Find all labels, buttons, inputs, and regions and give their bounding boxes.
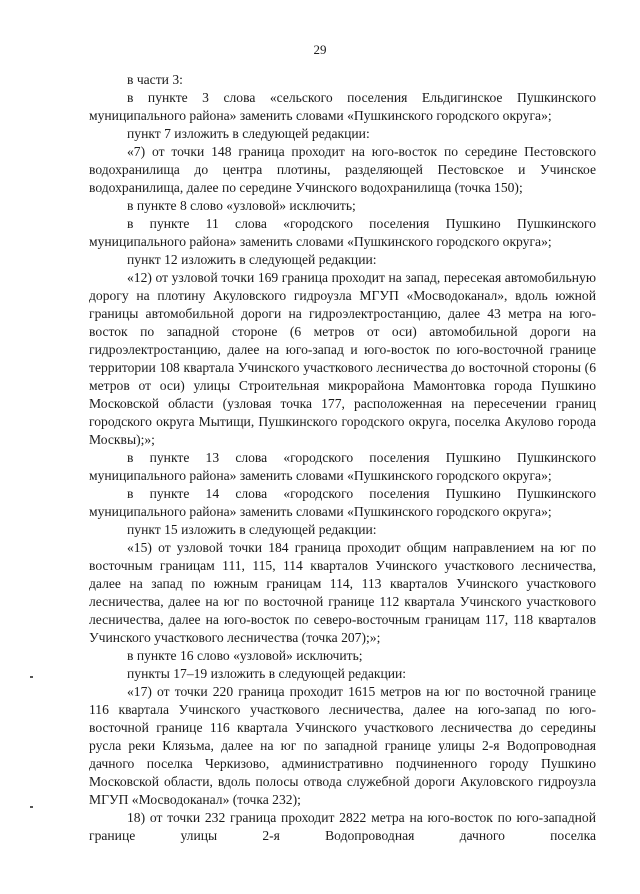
paragraph-item-16-amendment: в пункте 16 слово «узловой» исключить; <box>127 648 363 663</box>
paragraph-item-15-intro: пункт 15 изложить в следующей редакции: <box>127 522 377 537</box>
paragraph-item-3-amendment: в пункте 3 слова «сельского поселения Ельдигинское Пушкинского муниципального района» заменить словами «Пушкинского городского округа»; <box>89 90 596 123</box>
paragraph-item-13-amendment: в пункте 13 слова «городского поселения Пушкино Пушкинского муниципального района» заменить словами «Пушкинского городского округа»; <box>89 450 596 483</box>
scan-artifact-mark <box>30 806 33 808</box>
page-number: 29 <box>313 42 327 57</box>
paragraph-item-12-intro: пункт 12 изложить в следующей редакции: <box>127 252 377 267</box>
document-body <box>89 71 596 845</box>
paragraph-item-8-amendment: в пункте 8 слово «узловой» исключить; <box>127 198 356 213</box>
paragraph-item-7-intro: пункт 7 изложить в следующей редакции: <box>127 126 370 141</box>
paragraph-item-18-text: 18) от точки 232 граница проходит 2822 метра на юго-восток по юго-западной границе улицы 2-я Водопроводная дачного поселка <box>89 810 596 843</box>
paragraph-item-7-text: «7) от точки 148 граница проходит на юго-восток по середине Пестовского водохранилища до центра плотины, разделяющей Пестовское и Учинское водохранилища, далее по середине Учинского водохранилища (точка 150); <box>89 144 596 195</box>
scan-artifact-mark <box>30 676 33 678</box>
paragraph-item-12-text: «12) от узловой точки 169 граница проходит на запад, пересекая автомобильную дорогу на плотину Акуловского гидроузла МГУП «Мосводоканал», вдоль южной границы автомобильной дороги на гидроэлектростанцию, далее 43 метра на юго-восток по западной стороне (6 метров от оси) автомобильной дороги на гидроэлектростанцию, далее на юго-запад и юго-восток по юго-восточной границе территории 108 квартала Учинского участкового лесничества до восточной стороны (6 метров от оси) улицы Строительная микрорайона Мамонтовка города Пушкино Московской области (узловая точка 177, расположенная на пересечении границ городского округа Мытищи, Пушкинского городского округа, поселка Акулово города Москвы);»; <box>89 270 596 447</box>
paragraph-item-11-amendment: в пункте 11 слова «городского поселения Пушкино Пушкинского муниципального района» заменить словами «Пушкинского городского округа»; <box>89 216 596 249</box>
paragraph-item-15-text: «15) от узловой точки 184 граница проходит общим направлением на юг по восточным границам 111, 115, 114 кварталов Учинского участкового лесничества, далее на запад по южным границам 114, 113 кварталов Учинского участкового лесничества, далее на юг по восточной границе 112 квартала Учинского участкового лесничества, далее на юго-восток по северо-восточным границам 117, 118 кварталов Учинского участкового лесничества (точка 207);»; <box>89 540 596 645</box>
paragraph-items-17-19-intro: пункты 17–19 изложить в следующей редакции: <box>127 666 407 681</box>
paragraph-item-14-amendment: в пункте 14 слова «городского поселения Пушкино Пушкинского муниципального района» заменить словами «Пушкинского городского округа»; <box>89 486 596 519</box>
paragraph-part-3-heading: в части 3: <box>127 72 183 87</box>
paragraph-item-17-text: «17) от точки 220 граница проходит 1615 метров на юг по восточной границе 116 квартала Учинского участкового лесничества, далее на юго-запад по юго-восточной границе 116 квартала Учинского участкового лесничества до середины русла реки Клязьма, далее на юг по западной границе улицы 2-я Водопроводная дачного поселка Черкизово, административно подчиненного городу Пушкино Московской области, вдоль полосы отвода служебной дороги Акуловского гидроузла МГУП «Мосводоканал» (точка 232); <box>89 684 596 807</box>
